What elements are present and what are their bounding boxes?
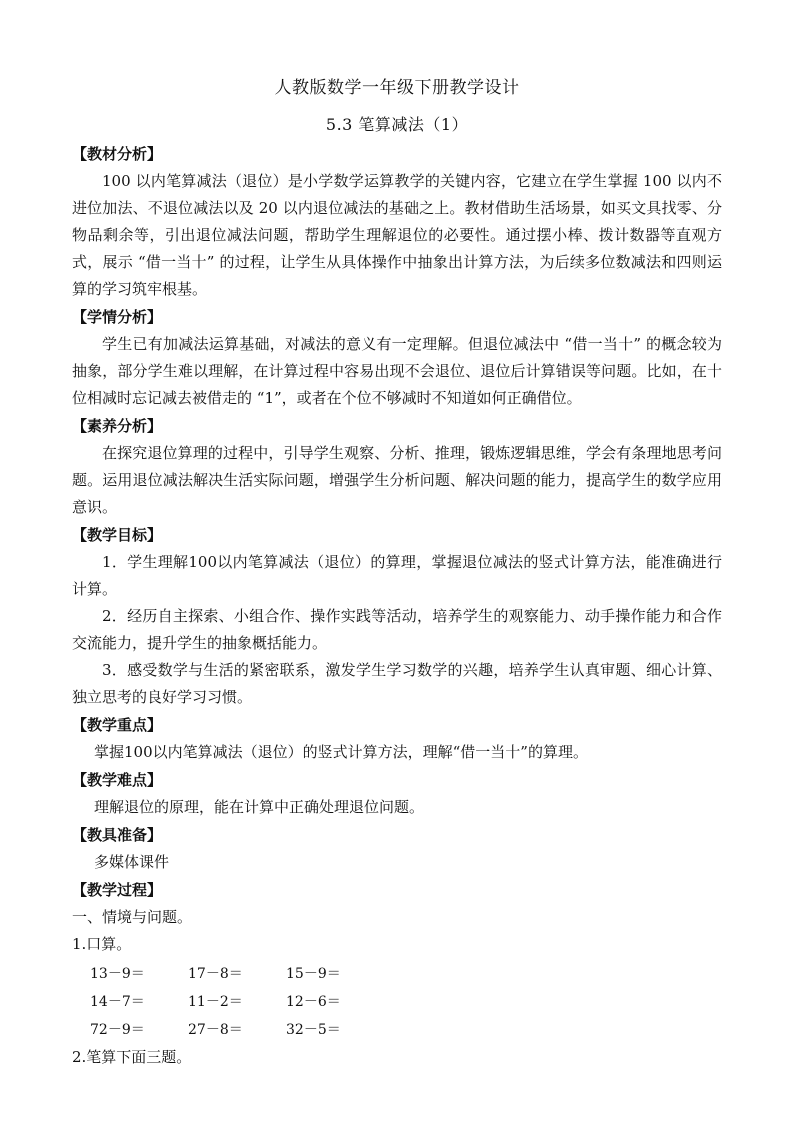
- materials-text: 多媒体课件: [94, 853, 170, 871]
- heading-objectives: 【教学目标】: [72, 526, 163, 544]
- oral-item: 32－5＝: [286, 1022, 341, 1038]
- process-part-1: 一、情境与问题。: [72, 908, 193, 926]
- objective-item-1: 1．学生理解100以内笔算减法（退位）的算理，掌握退位减法的竖式计算方法，能准确进行计算。: [72, 553, 722, 598]
- oral-item: 12－6＝: [286, 994, 341, 1010]
- oral-row: [90, 1016, 722, 1044]
- oral-item: 11－2＝: [188, 994, 243, 1010]
- textbook-analysis-text: 100 以内笔算减法（退位）是小学数学运算教学的关键内容，它建立在学生掌握 100 以内不进位加法、不退位减法以及 20 以内退位减法的基础之上。教材借助生活场景，如买文具找零、分物品剩余等，引出退位减法问题，帮助学生理解退位的必要性。通过摆小棒、拨计数器等直观方式，展示 “借一当十” 的过程，让学生从具体操作中抽象出计算方法，为后续多位数减法和四则运算的学习筑牢根基。: [72, 172, 722, 298]
- oral-row: [90, 960, 722, 988]
- oral-item: 27－8＝: [188, 1022, 243, 1038]
- oral-item: 13－9＝: [90, 966, 145, 982]
- heading-process: 【教学过程】: [72, 881, 163, 899]
- oral-item: 15－9＝: [286, 966, 341, 982]
- oral-item: 14－7＝: [90, 994, 145, 1010]
- heading-textbook-analysis: 【教材分析】: [72, 145, 163, 163]
- oral-row: [90, 988, 722, 1016]
- oral-item: 17－8＝: [188, 966, 243, 982]
- heading-key-points: 【教学重点】: [72, 716, 163, 734]
- document-title: 人教版数学一年级下册教学设计: [274, 78, 520, 98]
- student-analysis-text: 学生已有加减法运算基础，对减法的意义有一定理解。但退位减法中 “借一当十” 的概念较为抽象，部分学生难以理解，在计算过程中容易出现不会退位、退位后计算错误等问题。比如，在十位相减时忘记减去被借走的 “1”，或者在个位不够减时不知道如何正确借位。: [72, 335, 722, 407]
- lesson-title: 5.3 笔算减法（1）: [325, 115, 469, 134]
- oral-item: 72－9＝: [90, 1022, 145, 1038]
- heading-student-analysis: 【学情分析】: [72, 308, 163, 326]
- key-points-text: 掌握100以内笔算减法（退位）的竖式计算方法，理解“借一当十”的算理。: [94, 743, 588, 761]
- process-step-1: 1.口算。: [72, 935, 132, 953]
- heading-difficulties: 【教学难点】: [72, 771, 163, 789]
- literacy-analysis-text: 在探究退位算理的过程中，引导学生观察、分析、推理，锻炼逻辑思维，学会有条理地思考问题。运用退位减法解决生活实际问题，增强学生分析问题、解决问题的能力，提高学生的数学应用意识。: [72, 444, 722, 516]
- objective-item-3: 3．感受数学与生活的紧密联系，激发学生学习数学的兴趣，培养学生认真审题、细心计算、独立思考的良好学习习惯。: [72, 661, 722, 706]
- process-step-2: 2.笔算下面三题。: [72, 1048, 192, 1066]
- oral-calculation-grid: [90, 960, 722, 1044]
- heading-literacy-analysis: 【素养分析】: [72, 417, 163, 435]
- objective-item-2: 2．经历自主探索、小组合作、操作实践等活动，培养学生的观察能力、动手操作能力和合作交流能力，提升学生的抽象概括能力。: [72, 607, 722, 652]
- heading-materials: 【教具准备】: [72, 826, 163, 844]
- difficulties-text: 理解退位的原理，能在计算中正确处理退位问题。: [94, 798, 425, 816]
